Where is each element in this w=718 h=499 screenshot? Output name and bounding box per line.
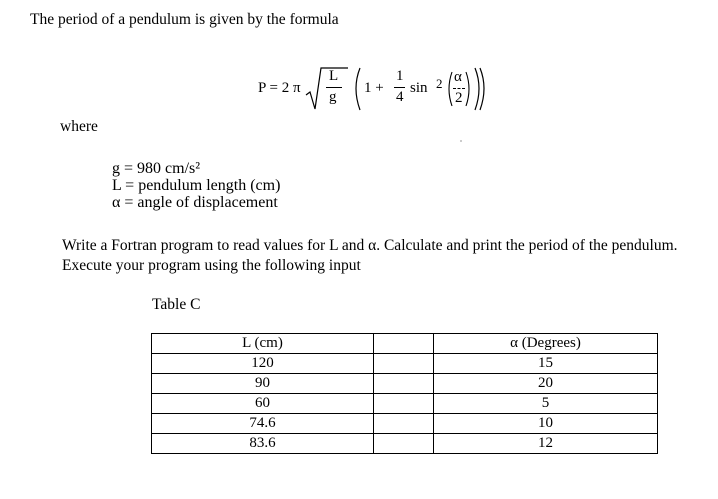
table-cell-gap [374, 414, 434, 434]
table-header-l: L (cm) [152, 334, 374, 354]
table-row [152, 354, 658, 374]
table-header-row [152, 334, 658, 354]
table-row [152, 394, 658, 414]
table-row [152, 374, 658, 394]
table-caption: Table C [152, 296, 201, 313]
table-cell-gap [374, 434, 434, 454]
table-row [152, 434, 658, 454]
table-cell-alpha: 12 [434, 434, 658, 454]
task-instructions: Write a Fortran program to read values for L and α. Calculate and print the period of the pendulum. Execute your program using the following input [62, 237, 678, 274]
table-cell-alpha: 15 [434, 354, 658, 374]
input-table [151, 333, 658, 454]
definitions-list [112, 160, 280, 211]
table-header-alpha: α (Degrees) [434, 334, 658, 354]
intro-text: The period of a pendulum is given by the formula [30, 11, 339, 28]
formula-two: 2 [455, 90, 463, 106]
formula-power: 2 [436, 76, 443, 91]
pendulum-formula [250, 60, 520, 120]
table-cell-l: 83.6 [152, 434, 374, 454]
formula-sqrt-numerator: L [329, 68, 339, 84]
table-row [152, 414, 658, 434]
table-cell-gap [374, 394, 434, 414]
table-cell-gap [374, 374, 434, 394]
definition-g: g = 980 cm/s² [112, 160, 201, 177]
formula-frac-numerator: 1 [396, 68, 404, 84]
definition-l: L = pendulum length (cm) [112, 177, 281, 194]
formula-lhs: P = 2 π [258, 80, 301, 96]
formula-sin: sin [410, 80, 428, 96]
formula-sqrt-denominator: g [329, 89, 337, 105]
table-cell-gap [374, 354, 434, 374]
table-cell-l: 120 [152, 354, 374, 374]
table-cell-alpha: 20 [434, 374, 658, 394]
table-cell-l: 60 [152, 394, 374, 414]
where-label: where [60, 118, 98, 135]
formula-one-plus: 1 + [364, 80, 384, 96]
table-cell-alpha: 5 [434, 394, 658, 414]
table-header-gap [374, 334, 434, 354]
table-cell-l: 74.6 [152, 414, 374, 434]
table-cell-l: 90 [152, 374, 374, 394]
table-cell-alpha: 10 [434, 414, 658, 434]
definition-alpha: α = angle of displacement [112, 194, 278, 211]
formula-frac-denominator: 4 [396, 89, 404, 105]
formula-alpha: α [454, 69, 462, 85]
